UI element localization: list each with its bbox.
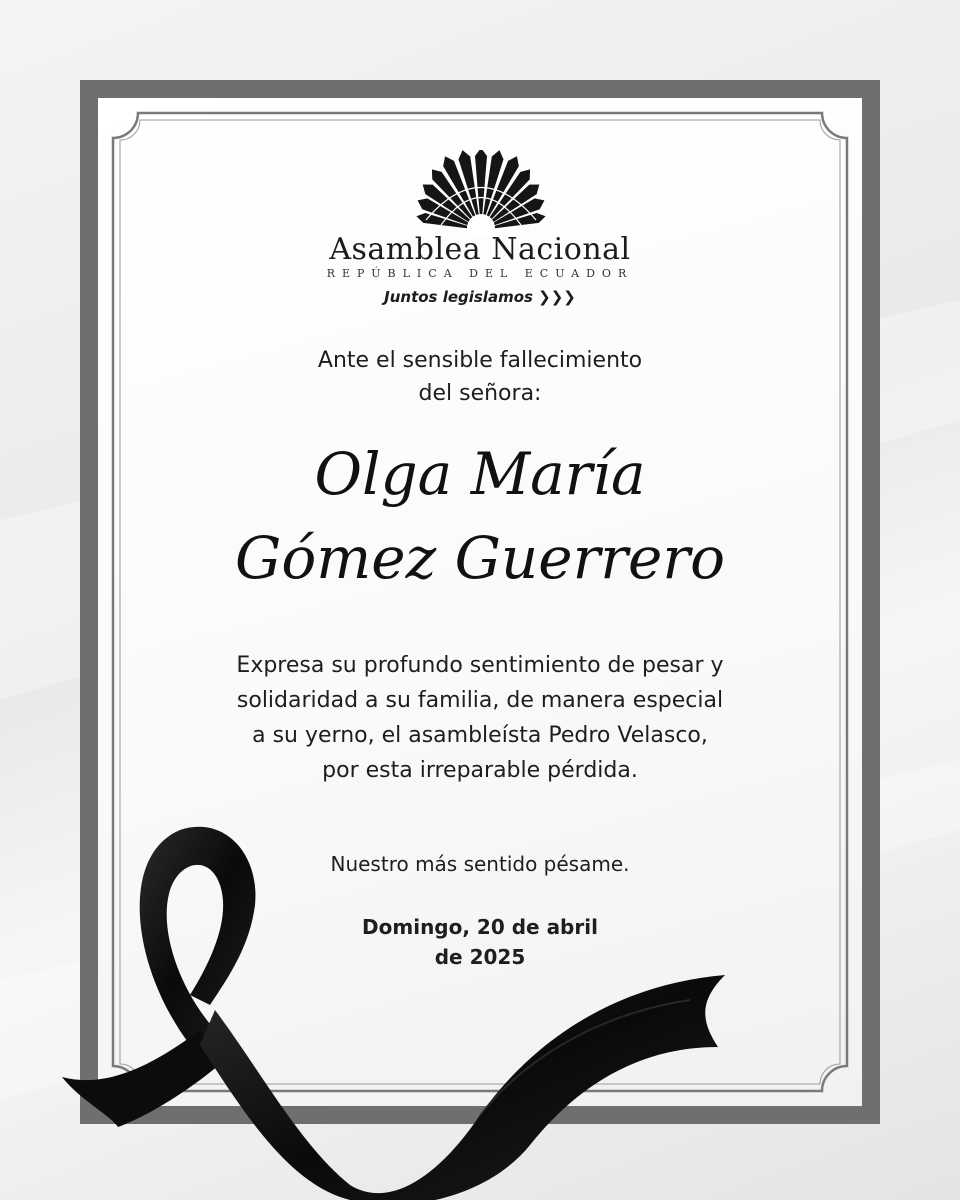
message-line: Expresa su profundo sentimiento de pesar y <box>236 653 724 678</box>
name-line: Gómez Guerrero <box>235 524 725 592</box>
organization-motto: Juntos legislamos ❯❯❯ <box>384 288 576 306</box>
date-line: Domingo, 20 de abril <box>362 915 598 939</box>
message-line: a su yerno, el asambleísta Pedro Velasco, <box>252 723 708 748</box>
intro-line: del señora: <box>418 381 542 406</box>
condolence-message <box>200 648 760 788</box>
deceased-name <box>140 432 820 600</box>
name-line: Olga María <box>314 440 646 508</box>
organization-subtitle: REPÚBLICA DEL ECUADOR <box>326 267 634 280</box>
organization-name: Asamblea Nacional <box>329 232 631 267</box>
sun-rays-logo-icon <box>397 150 565 235</box>
intro-text <box>180 344 780 410</box>
mourning-ribbon-icon <box>50 815 740 1200</box>
date-line: de 2025 <box>434 945 526 969</box>
condolence-closing: Nuestro más sentido pésame. <box>330 852 630 876</box>
message-line: por esta irreparable pérdida. <box>322 758 638 783</box>
message-line: solidaridad a su familia, de manera especial <box>236 688 724 713</box>
intro-line: Ante el sensible fallecimiento <box>317 348 643 373</box>
